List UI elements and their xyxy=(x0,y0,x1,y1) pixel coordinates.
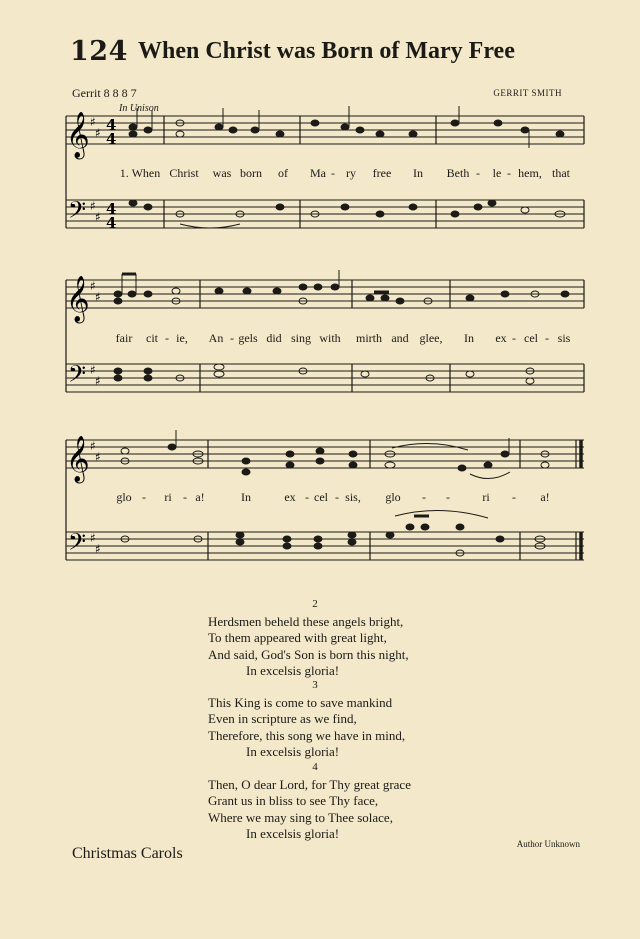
lyric-syllable: 1. When xyxy=(119,166,161,180)
key-signature-icon: ♯ xyxy=(95,210,101,224)
lyric-syllable: was xyxy=(212,166,232,180)
time-signature-icon: 4 xyxy=(106,116,117,134)
stanza-line: In excelsis gloria! xyxy=(246,663,340,678)
lyrics-line-1 xyxy=(0,166,640,182)
bass-clef-icon: 𝄢 xyxy=(68,196,87,229)
time-signature-icon: 4 xyxy=(106,130,117,148)
lyric-syllable: born xyxy=(240,166,262,180)
lyric-syllable: - xyxy=(305,490,309,504)
lyric-syllable: glo xyxy=(116,490,132,504)
key-signature-icon: ♯ xyxy=(90,531,96,545)
lyric-syllable: mirth xyxy=(356,331,382,345)
lyric-syllable: sis xyxy=(557,331,571,345)
lyric-syllable: hem, xyxy=(518,166,542,180)
key-signature-icon: ♯ xyxy=(95,450,101,464)
lyrics-line-3 xyxy=(0,490,640,506)
lyric-syllable: le xyxy=(492,166,502,180)
lyric-syllable: - xyxy=(507,166,511,180)
lyric-syllable: ry xyxy=(346,166,356,180)
lyrics-line-2 xyxy=(0,331,640,347)
lyric-syllable: glo xyxy=(385,490,401,504)
lyric-syllable: - xyxy=(142,490,146,504)
stanza-number: 2 xyxy=(312,598,318,610)
lyric-syllable: that xyxy=(552,166,570,180)
lyric-syllable: In xyxy=(241,490,251,504)
lyric-syllable: ri xyxy=(482,490,490,504)
stanza-line: Then, O dear Lord, for Thy great grace xyxy=(208,776,411,792)
hymn-title: When Christ was Born of Mary Free xyxy=(138,38,515,64)
treble-clef-icon: 𝄞 xyxy=(66,276,90,322)
lyric-syllable: - xyxy=(446,490,450,504)
tune-name: Gerrit 8 8 8 7 xyxy=(72,86,137,100)
lyric-syllable: fair xyxy=(115,331,133,345)
lyric-syllable: - xyxy=(422,490,426,504)
key-signature-icon: ♯ xyxy=(95,374,101,388)
lyric-syllable: ex xyxy=(495,331,507,345)
stanza-line: Herdsmen beheld these angels bright, xyxy=(208,613,404,629)
lyric-syllable: - xyxy=(331,166,335,180)
lyric-syllable: ex xyxy=(284,490,296,504)
stanza-line: This King is come to save mankind xyxy=(208,694,393,710)
lyric-syllable: and xyxy=(391,331,409,345)
composer: GERRIT SMITH xyxy=(493,88,562,98)
lyric-syllable: cel xyxy=(314,490,328,504)
stanza-number: 4 xyxy=(312,761,318,773)
bass-staff xyxy=(66,532,584,560)
lyric-syllable: glee, xyxy=(419,331,443,345)
lyric-syllable: of xyxy=(278,166,288,180)
lyric-syllable: - xyxy=(165,331,169,345)
lyric-syllable: sis, xyxy=(345,490,361,504)
treble-clef-icon: 𝄞 xyxy=(66,436,90,482)
lyric-syllable: - xyxy=(512,490,516,504)
lyric-syllable: cel xyxy=(524,331,538,345)
lyric-syllable: Christ xyxy=(169,166,199,180)
performance-note: In Unison xyxy=(119,103,159,114)
key-signature-icon: ♯ xyxy=(90,439,96,453)
key-signature-icon: ♯ xyxy=(95,542,101,556)
stanza-line: And said, God's Son is born this night, xyxy=(208,646,409,662)
bass-staff xyxy=(66,200,584,228)
lyric-syllable: ie, xyxy=(176,331,188,345)
time-signature-icon: 4 xyxy=(106,214,117,232)
stanza-line: In excelsis gloria! xyxy=(246,744,340,759)
stanza-line: Where we may sing to Thee solace, xyxy=(208,809,393,825)
lyric-syllable: did xyxy=(266,331,282,345)
stanza-line: Therefore, this song we have in mind, xyxy=(208,727,406,743)
key-signature-icon: ♯ xyxy=(90,279,96,293)
key-signature-icon: ♯ xyxy=(90,199,96,213)
stanza-line: Even in scripture as we find, xyxy=(208,711,357,726)
lyric-syllable: a! xyxy=(195,490,205,504)
book-title: Christmas Carols xyxy=(72,845,183,862)
stanza-2 xyxy=(208,596,422,680)
bass-clef-icon: 𝄢 xyxy=(68,528,87,561)
lyric-syllable: with xyxy=(319,331,341,345)
key-signature-icon: ♯ xyxy=(90,115,96,129)
key-signature-icon: ♯ xyxy=(90,363,96,377)
lyric-syllable: free xyxy=(372,166,392,180)
lyric-syllable: Beth xyxy=(446,166,470,180)
lyric-syllable: a! xyxy=(540,490,550,504)
bass-clef-icon: 𝄢 xyxy=(68,360,87,393)
lyric-syllable: Ma xyxy=(310,166,326,180)
lyric-syllable: - xyxy=(230,331,234,345)
lyric-syllable: - xyxy=(476,166,480,180)
lyric-syllable: In xyxy=(413,166,423,180)
lyric-syllable: - xyxy=(545,331,549,345)
stanza-line: In excelsis gloria! xyxy=(246,826,340,841)
stanza-number: 3 xyxy=(312,679,318,691)
lyric-syllable: gels xyxy=(238,331,258,345)
lyric-syllable: - xyxy=(183,490,187,504)
lyric-syllable: - xyxy=(512,331,516,345)
lyric-syllable: An xyxy=(208,331,224,345)
stanza-line: To them appeared with great light, xyxy=(208,630,387,645)
stanza-4 xyxy=(208,759,422,843)
author-credit: Author Unknown xyxy=(516,839,580,849)
lyric-syllable: In xyxy=(464,331,474,345)
lyric-syllable: ri xyxy=(164,490,172,504)
key-signature-icon: ♯ xyxy=(95,126,101,140)
key-signature-icon: ♯ xyxy=(95,290,101,304)
lyric-syllable: - xyxy=(335,490,339,504)
time-signature-icon: 4 xyxy=(106,200,117,218)
lyric-syllable: cit xyxy=(146,331,158,345)
hymn-number: 124 xyxy=(70,36,128,67)
lyric-syllable: sing xyxy=(290,331,312,345)
treble-clef-icon: 𝄞 xyxy=(66,112,90,158)
stanza-3 xyxy=(208,677,422,761)
stanza-line: Grant us in bliss to see Thy face, xyxy=(208,793,379,808)
